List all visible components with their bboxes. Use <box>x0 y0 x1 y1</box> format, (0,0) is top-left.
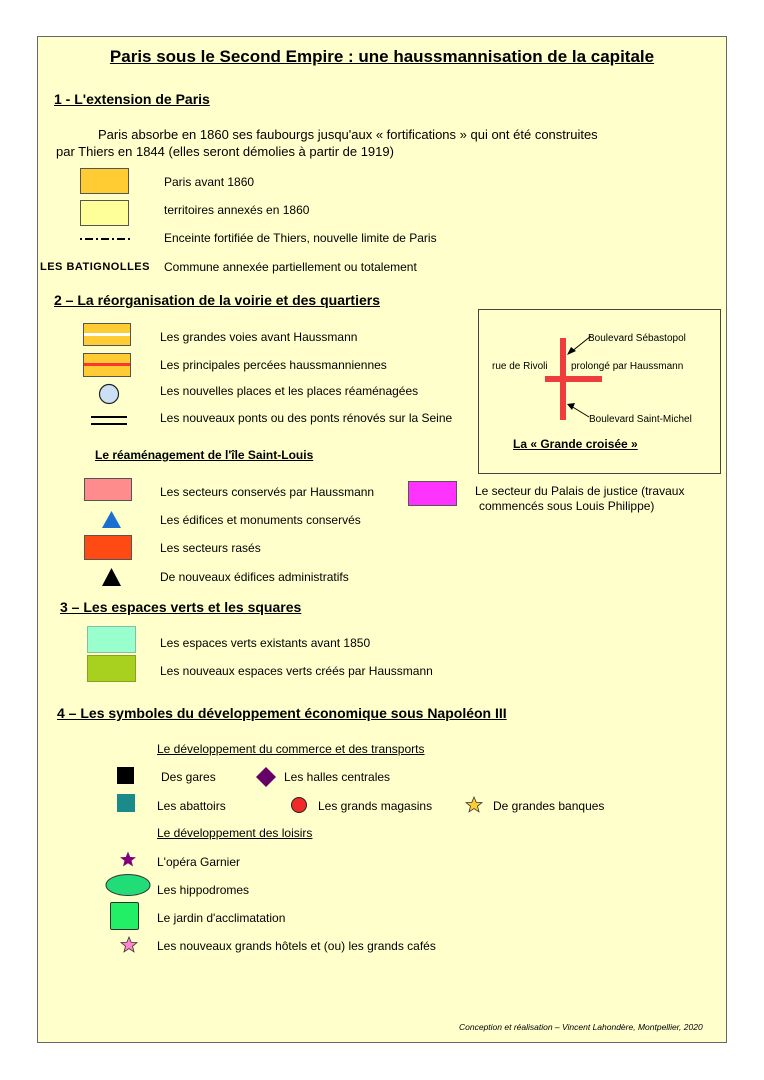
place-circle-icon <box>98 383 120 405</box>
loisirs-heading: Le développement des loisirs <box>157 826 313 840</box>
administrative-triangle-icon <box>101 567 122 587</box>
legend-palais-line-2: commencés sous Louis Philippe) <box>479 499 655 513</box>
hippodrome-ellipse-icon <box>105 873 151 897</box>
legend-palais-line-1: Le secteur du Palais de justice (travaux <box>475 484 685 498</box>
swatch-percees <box>83 353 131 377</box>
intro-line-2: par Thiers en 1844 (elles seront démolies à partir de 1919) <box>56 144 394 159</box>
grande-croisee-caption: La « Grande croisée » <box>513 437 638 451</box>
commerce-heading: Le développement du commerce et des transports <box>157 742 425 756</box>
monument-triangle-icon <box>101 510 122 529</box>
section-1-heading: 1 - L'extension de Paris <box>54 91 210 107</box>
page-title: Paris sous le Second Empire : une haussmannisation de la capitale <box>109 47 655 66</box>
halles-diamond-icon <box>255 766 277 788</box>
jardin-square-icon <box>110 902 139 930</box>
legend-percees: Les principales percées haussmanniennes <box>160 358 387 372</box>
label-boulevard-sebastopol: Boulevard Sébastopol <box>588 333 686 344</box>
legend-enceinte-thiers: Enceinte fortifiée de Thiers, nouvelle limite de Paris <box>164 231 437 245</box>
legend-abattoirs: Les abattoirs <box>157 799 226 813</box>
sample-commune-label: LES BATIGNOLLES <box>40 261 150 273</box>
legend-monuments-conserves: Les édifices et monuments conservés <box>160 513 361 527</box>
swatch-paris-avant-1860 <box>80 168 129 194</box>
intro-line-1: Paris absorbe en 1860 ses faubourgs jusqu'aux « fortifications » qui ont été construites <box>98 127 598 142</box>
legend-secteurs-rases: Les secteurs rasés <box>160 541 261 555</box>
label-rue-de-rivoli: rue de Rivoli <box>492 361 548 372</box>
legend-opera: L'opéra Garnier <box>157 855 241 869</box>
legend-banques: De grandes banques <box>493 799 605 813</box>
ile-saint-louis-heading: Le réaménagement de l'île Saint-Louis <box>95 448 314 462</box>
thiers-wall-line-icon <box>80 234 132 244</box>
grande-croisee-inset <box>478 309 721 474</box>
legend-edifices-administratifs: De nouveaux édifices administratifs <box>160 570 349 584</box>
legend-hippodromes: Les hippodromes <box>157 883 250 897</box>
label-prolonge: prolongé par Haussmann <box>571 361 684 372</box>
swatch-grandes-voies <box>83 323 131 346</box>
legend-jardin: Le jardin d'acclimatation <box>157 911 286 925</box>
gare-square-icon <box>117 767 134 784</box>
legend-sheet <box>37 36 727 1043</box>
section-3-heading: 3 – Les espaces verts et les squares <box>60 599 302 615</box>
legend-secteurs-conserves: Les secteurs conservés par Haussmann <box>160 485 375 499</box>
swatch-territoires-annexes <box>80 200 129 226</box>
legend-hotels: Les nouveaux grands hôtels et (ou) les grands cafés <box>157 939 436 953</box>
abattoirs-square-icon <box>117 794 135 812</box>
legend-paris-avant-1860: Paris avant 1860 <box>164 175 255 189</box>
legend-ponts: Les nouveaux ponts ou des ponts rénovés sur la Seine <box>160 411 453 425</box>
swatch-verts-avant-1850 <box>87 626 136 653</box>
legend-halles: Les halles centrales <box>284 770 391 784</box>
credit-line: Conception et réalisation – Vincent Lahondère, Montpellier, 2020 <box>459 1022 703 1032</box>
legend-gares: Des gares <box>161 770 216 784</box>
legend-places: Les nouvelles places et les places réaménagées <box>160 384 419 398</box>
banques-star-icon <box>465 796 483 814</box>
legend-grands-magasins: Les grands magasins <box>318 799 433 813</box>
legend-territoires-annexes: territoires annexés en 1860 <box>164 203 310 217</box>
bridge-double-line-icon <box>91 415 127 427</box>
swatch-palais-de-justice <box>408 481 457 506</box>
section-4-heading: 4 – Les symboles du développement économique sous Napoléon III <box>57 705 507 721</box>
legend-grandes-voies: Les grandes voies avant Haussmann <box>160 330 358 344</box>
swatch-secteurs-rases <box>84 535 132 560</box>
swatch-verts-haussmann <box>87 655 136 682</box>
section-2-heading: 2 – La réorganisation de la voirie et des quartiers <box>54 292 381 308</box>
hotels-star-icon <box>120 936 138 954</box>
magasins-circle-icon <box>290 796 308 814</box>
legend-verts-haussmann: Les nouveaux espaces verts créés par Haussmann <box>160 664 433 678</box>
legend-commune-annexee: Commune annexée partiellement ou totalement <box>164 260 417 274</box>
legend-verts-avant-1850: Les espaces verts existants avant 1850 <box>160 636 371 650</box>
label-boulevard-saint-michel: Boulevard Saint-Michel <box>589 414 692 425</box>
opera-star-icon <box>119 851 137 868</box>
swatch-secteurs-conserves <box>84 478 132 501</box>
